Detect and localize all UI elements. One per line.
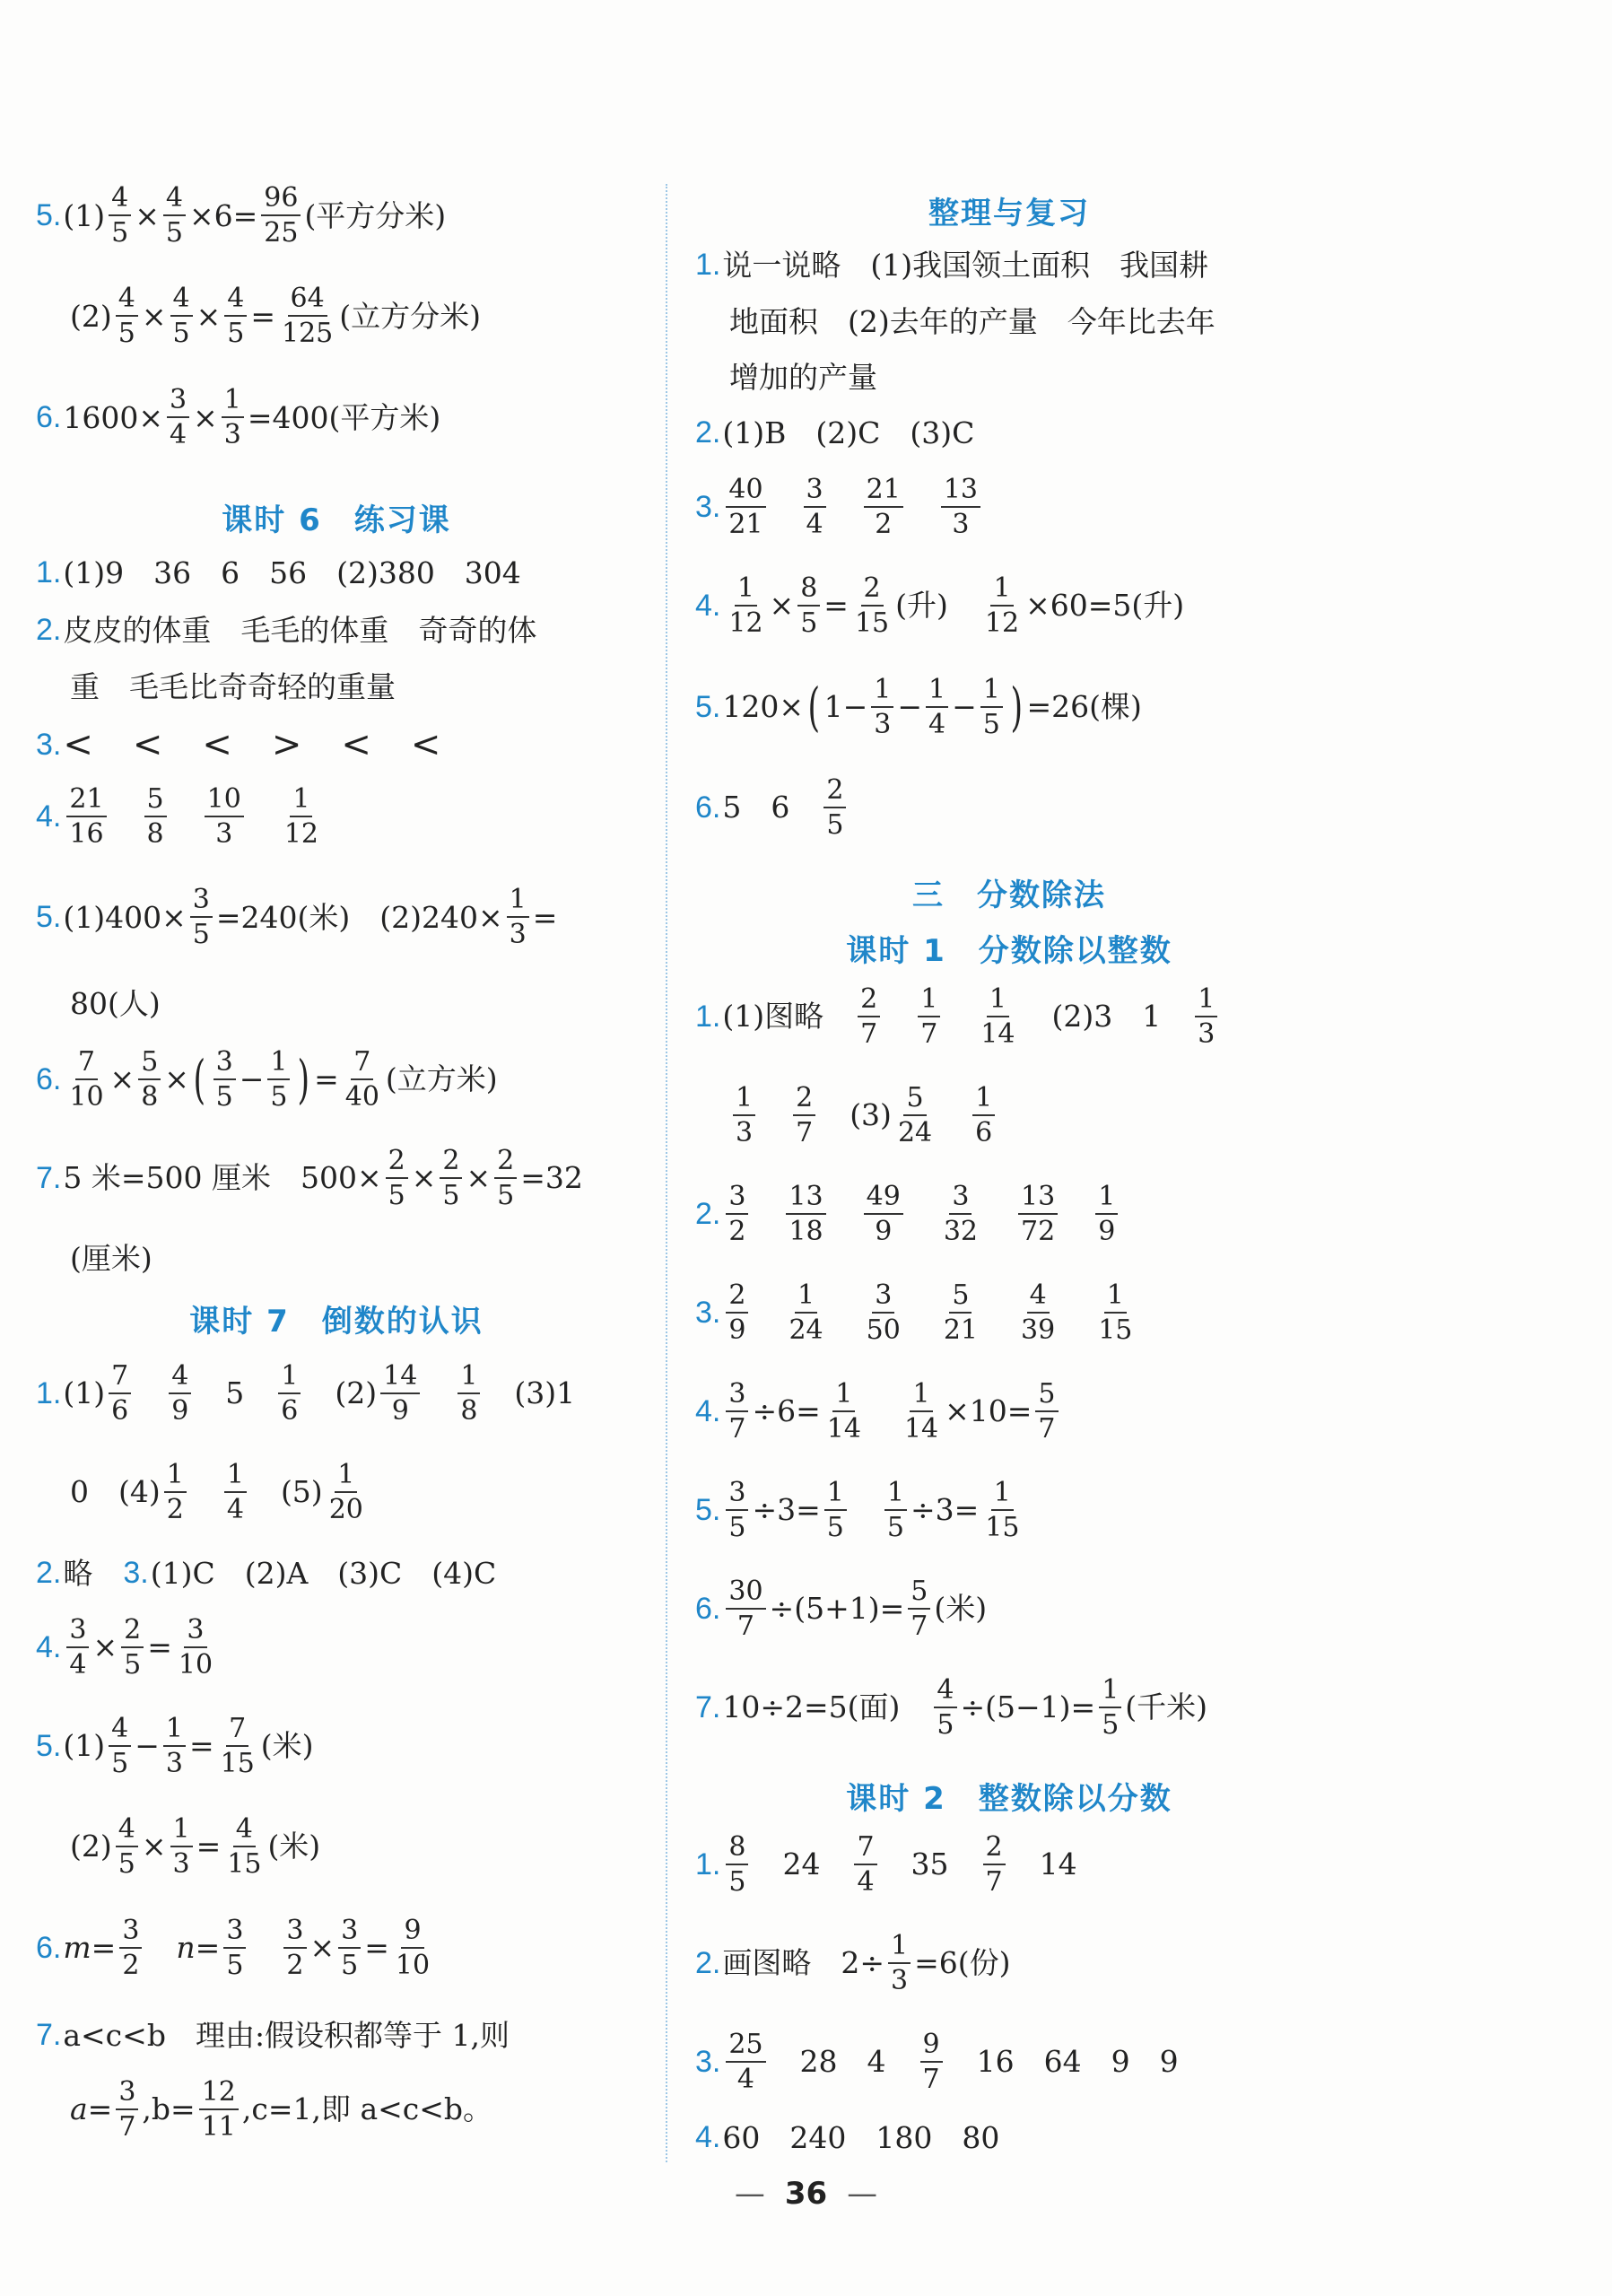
fraction: $\frac{1}{6}$	[278, 1361, 301, 1426]
item-number: 5.	[36, 198, 62, 232]
text: ×	[466, 1160, 492, 1195]
fraction: $\frac{10}{3}$	[205, 784, 244, 849]
fraction: $\frac{4}{5}$	[116, 284, 138, 348]
fraction: $\frac{2}{9}$	[726, 1280, 748, 1345]
fraction: $\frac{1}{7}$	[918, 984, 940, 1049]
review-6	[695, 764, 850, 850]
fraction: $\frac{3}{5}$	[726, 1478, 748, 1542]
fraction: $\frac{4}{39}$	[1021, 1279, 1056, 1346]
reciprocal-1	[36, 1350, 575, 1436]
text: 画图略 2÷	[722, 1945, 885, 1980]
text: (1)B (2)C (3)C	[722, 415, 975, 450]
fraction: $\frac{1}{14}$	[980, 982, 1015, 1050]
item-number: 2.	[36, 1556, 62, 1590]
text: 重 毛毛比奇奇轻的重量	[70, 668, 396, 704]
column-divider	[666, 184, 667, 2162]
text: −	[239, 1061, 265, 1096]
fraction: $\frac{4}{5}$	[109, 183, 131, 248]
reciprocal-6	[36, 1905, 436, 1990]
item-number: 5.	[36, 1728, 62, 1763]
item-number: 3.	[36, 728, 62, 762]
text: ×	[769, 588, 795, 623]
fraction: $\frac{1}{20}$	[328, 1458, 363, 1525]
text: (1)9 36 6 56 (2)380 304	[63, 554, 521, 590]
div-int-2	[695, 1171, 1121, 1256]
fraction: $\frac{4}{5}$	[116, 1814, 138, 1879]
int-div-4	[695, 2115, 999, 2160]
item-number: 3.	[695, 2044, 721, 2079]
text: 35	[911, 1846, 949, 1881]
practice-7-cont	[36, 1235, 152, 1280]
dash-left: —	[734, 2176, 765, 2212]
section-heading: 课时 7 倒数的认识	[189, 1304, 484, 1340]
text: (1)400×	[63, 899, 187, 935]
text: −	[897, 689, 923, 724]
text: 略	[63, 1555, 93, 1591]
item-number: 4.	[36, 799, 62, 834]
text: =	[823, 588, 849, 623]
item-number: 5.	[695, 689, 721, 724]
item-number: 6.	[36, 1930, 62, 1965]
fraction: $\frac{2}{5}$	[823, 775, 846, 840]
text: m=	[63, 1930, 117, 1965]
section-heading: 课时 2 整数除以分数	[846, 1781, 1172, 1817]
text: < < < > < <	[63, 724, 443, 765]
practice-2	[36, 607, 536, 652]
text: =	[314, 1061, 339, 1096]
fraction: $\frac{5}{21}$	[943, 1279, 979, 1346]
fraction: $\frac{3}{5}$	[213, 1047, 236, 1112]
text: (平方分米)	[304, 197, 447, 233]
fraction: $\frac{3}{2}$	[726, 1182, 748, 1246]
text: (1)	[63, 1375, 106, 1410]
text: (1)图略	[722, 999, 824, 1034]
text: 60 240 180 80	[722, 2119, 1000, 2155]
text: ÷(5+1)=	[769, 1591, 905, 1626]
fraction: $\frac{1}{12}$	[283, 783, 319, 850]
fraction: $\frac{3}{2}$	[119, 1916, 142, 1980]
text: =	[196, 1829, 222, 1864]
text: 28 4	[799, 2044, 886, 2079]
text: =400(平方米)	[247, 399, 441, 435]
item-number: 2.	[695, 1945, 721, 1980]
fraction: $\frac{1}{3}$	[163, 1714, 186, 1778]
review-1	[695, 242, 1208, 287]
text: 说一说略 (1)我国领土面积 我国耕	[722, 247, 1209, 283]
fraction: $\frac{9}{7}$	[920, 2030, 943, 2094]
text: ×	[92, 1629, 118, 1664]
item-number: 6.	[36, 1061, 62, 1096]
fraction: $\frac{1}{15}$	[985, 1476, 1020, 1543]
review-5	[695, 664, 1142, 749]
review-4	[695, 563, 1184, 648]
fraction: $\frac{1}{5}$	[884, 1478, 907, 1542]
item-number: 6.	[695, 1591, 721, 1626]
item-number: 7.	[36, 2018, 62, 2052]
practice-5	[36, 877, 557, 957]
fraction: $\frac{64}{125}$	[282, 283, 334, 349]
item-number: 4.	[695, 1393, 721, 1428]
fraction: $\frac{2}{7}$	[793, 1083, 815, 1148]
fraction: $\frac{1}{24}$	[789, 1279, 823, 1346]
item-number: 4.	[695, 588, 721, 623]
text: 80(人)	[70, 985, 161, 1021]
fraction: $\frac{3}{4}$	[804, 475, 826, 539]
answer-5-1	[36, 175, 446, 256]
fraction: $\frac{4}{15}$	[227, 1812, 262, 1880]
reciprocal-1-cont	[36, 1449, 370, 1534]
text: 5	[225, 1375, 245, 1410]
fraction: $\frac{1}{3}$	[733, 1083, 755, 1148]
text: =	[188, 1728, 214, 1763]
fraction: $\frac{14}{9}$	[380, 1361, 420, 1426]
text: ÷6=	[752, 1393, 821, 1428]
text: (米)	[260, 1728, 314, 1763]
fraction: $\frac{1}{3}$	[1195, 984, 1217, 1049]
fraction: $\frac{2}{5}$	[121, 1615, 144, 1680]
text: (5)	[280, 1474, 323, 1509]
fraction: $\frac{5}{8}$	[138, 1047, 161, 1112]
item-number: 1.	[36, 555, 62, 589]
fraction: $\frac{3}{5}$	[223, 1916, 246, 1980]
fraction: $\frac{4}{5}$	[109, 1714, 131, 1778]
fraction: $\frac{7}{6}$	[109, 1361, 131, 1426]
div-int-6	[695, 1566, 987, 1651]
fraction: $\frac{5}{7}$	[908, 1576, 930, 1641]
section-heading: 课时 1 分数除以整数	[846, 933, 1172, 969]
text: ×	[164, 1061, 189, 1096]
text: =240(米) (2)240×	[215, 899, 503, 935]
text: =32	[520, 1160, 583, 1195]
text: 增加的产量	[729, 359, 877, 395]
fraction: $\frac{96}{25}$	[261, 183, 301, 248]
reciprocal-7	[36, 2012, 510, 2057]
fraction: $\frac{30}{7}$	[726, 1576, 765, 1641]
practice-4	[36, 776, 325, 857]
reciprocal-5-2	[36, 1803, 320, 1889]
text: =	[250, 298, 275, 334]
div-int-1-cont	[695, 1072, 998, 1157]
item-number: 2.	[695, 1196, 721, 1231]
section-heading: 课时 6 练习课	[222, 502, 451, 538]
fraction: $\frac{8}{5}$	[797, 573, 820, 638]
fraction: $\frac{8}{5}$	[726, 1832, 748, 1897]
text: ×	[411, 1160, 437, 1195]
fraction: $\frac{3}{4}$	[167, 385, 189, 450]
fraction: $\frac{3}{4}$	[66, 1615, 89, 1680]
text: (立方米)	[385, 1061, 498, 1096]
text: −	[952, 689, 977, 724]
fraction: $\frac{4}{5}$	[163, 183, 186, 248]
fraction: $\frac{7}{40}$	[344, 1045, 379, 1113]
fraction: $\frac{4}{5}$	[224, 284, 247, 348]
fraction: $\frac{2}{7}$	[858, 984, 880, 1049]
fraction: $\frac{1}{4}$	[224, 1460, 247, 1524]
text: ×	[309, 1930, 335, 1965]
fraction: $\frac{1}{12}$	[728, 572, 763, 639]
fraction: $\frac{12}{11}$	[199, 2077, 239, 2142]
text: (1)	[63, 197, 106, 233]
div-int-4	[695, 1368, 1062, 1454]
fraction: $\frac{13}{72}$	[1018, 1182, 1058, 1246]
item-number: 1.	[36, 1375, 62, 1410]
fraction: $\frac{2}{7}$	[983, 1832, 1006, 1897]
fraction: $\frac{3}{7}$	[116, 2077, 138, 2142]
item-number: 3.	[695, 1295, 721, 1330]
practice-6	[36, 1036, 498, 1122]
item-number: 3.	[695, 489, 721, 524]
int-div-2	[695, 1920, 1011, 2005]
item-number: 6.	[36, 400, 62, 434]
text: ×	[193, 399, 218, 435]
section-heading: 整理与复习	[928, 196, 1090, 231]
text: (2)	[70, 1829, 112, 1864]
fraction: $\frac{21}{16}$	[66, 784, 106, 849]
text: ,b=	[142, 2091, 196, 2126]
text: 皮皮的体重 毛毛的体重 奇奇的体	[63, 612, 537, 648]
text: =	[364, 1930, 389, 1965]
item-number: 1.	[695, 248, 721, 282]
page-number-footer	[0, 2176, 1612, 2212]
fraction: $\frac{7}{10}$	[69, 1045, 104, 1113]
item-number: 2.	[695, 415, 721, 450]
div-int-3	[695, 1270, 1138, 1355]
fraction: $\frac{1}{15}$	[1098, 1279, 1133, 1346]
text: (米)	[267, 1829, 321, 1864]
fraction: $\frac{1}{2}$	[164, 1460, 187, 1524]
item-number: 6.	[695, 790, 721, 825]
fraction: $\frac{1}{8}$	[457, 1361, 480, 1426]
int-div-1	[695, 1821, 1077, 1907]
text: ,c=1,即 a<c<b。	[241, 2091, 493, 2126]
fraction: $\frac{5}{7}$	[1035, 1379, 1058, 1444]
text: ×10=	[945, 1393, 1033, 1428]
text: 地面积 (2)去年的产量 今年比去年	[729, 303, 1216, 339]
text: (2)	[70, 298, 112, 334]
fraction: $\frac{1}{3}$	[888, 1931, 911, 1995]
reciprocal-5-1	[36, 1703, 314, 1788]
practice-1	[36, 550, 521, 595]
reciprocal-4	[36, 1604, 219, 1689]
fraction: $\frac{1}{6}$	[972, 1083, 995, 1148]
text: ×	[109, 1061, 135, 1096]
fraction: $\frac{1}{12}$	[984, 572, 1020, 639]
fraction: $\frac{2}{15}$	[854, 572, 890, 639]
text: (厘米)	[70, 1240, 152, 1276]
text: −	[135, 1728, 160, 1763]
practice-2-cont	[36, 664, 396, 709]
fraction: $\frac{3}{50}$	[866, 1279, 901, 1346]
div-int-7	[695, 1664, 1207, 1750]
text: 1600×	[63, 399, 163, 435]
item-number: 2.	[36, 613, 62, 647]
text: (千米)	[1125, 1689, 1208, 1724]
right-paren: )	[1010, 676, 1024, 738]
item-number: 4.	[36, 1629, 62, 1664]
text: (立方分米)	[339, 298, 482, 334]
fraction: $\frac{4}{5}$	[934, 1675, 956, 1740]
text: 16 64 9 9	[976, 2044, 1179, 2079]
text: ÷(5−1)=	[960, 1689, 1096, 1724]
fraction: $\frac{2}{5}$	[494, 1146, 517, 1210]
text: ×60=5(升)	[1025, 588, 1185, 623]
review-2	[695, 410, 974, 455]
fraction: $\frac{25}{4}$	[726, 2030, 765, 2094]
answer-6	[36, 377, 440, 458]
fraction: $\frac{3}{5}$	[338, 1916, 361, 1980]
text: ÷3=	[910, 1492, 980, 1527]
fraction: $\frac{1}{14}$	[903, 1377, 939, 1445]
fraction: $\frac{49}{9}$	[864, 1182, 903, 1246]
text: a=	[70, 2091, 113, 2126]
text: a<c<b 理由:假设积都等于 1,则	[63, 2017, 510, 2053]
div-int-1	[695, 973, 1221, 1059]
text: 10÷2=5(面)	[722, 1689, 901, 1724]
practice-5-cont	[36, 981, 161, 1026]
text: 5 6	[722, 790, 790, 825]
text: ×	[141, 298, 167, 334]
chapter-heading: 三 分数除法	[912, 877, 1106, 913]
text: (米)	[934, 1591, 988, 1626]
item-number: 1.	[695, 999, 721, 1034]
reciprocal-7-cont	[36, 2066, 492, 2152]
item-number: 7.	[36, 1160, 62, 1195]
text: ×	[135, 197, 160, 233]
item-number: 7.	[695, 1689, 721, 1724]
fraction: $\frac{5}{8}$	[144, 784, 167, 849]
fraction: $\frac{3}{10}$	[178, 1613, 213, 1681]
text: 24	[782, 1846, 821, 1881]
item-number: 4.	[695, 2120, 721, 2154]
right-paren: )	[297, 1048, 310, 1110]
text: 14	[1039, 1846, 1077, 1881]
fraction: $\frac{1}{14}$	[826, 1377, 861, 1445]
review-3	[695, 464, 984, 549]
fraction: $\frac{5}{24}$	[897, 1081, 933, 1148]
fraction: $\frac{13}{3}$	[941, 475, 980, 539]
fraction: $\frac{4}{5}$	[170, 284, 193, 348]
fraction: $\frac{1}{3}$	[170, 1814, 193, 1879]
page-number: 36	[784, 2176, 828, 2212]
item-number: 5.	[695, 1492, 721, 1527]
practice-3	[36, 722, 442, 767]
fraction: $\frac{3}{7}$	[726, 1379, 748, 1444]
text: ×6=	[188, 197, 258, 233]
fraction: $\frac{40}{21}$	[726, 475, 765, 539]
text: (1)C (2)A (3)C (4)C	[150, 1555, 497, 1591]
text: ×	[196, 298, 222, 334]
text: 120×	[722, 689, 804, 724]
div-int-5	[695, 1467, 1025, 1552]
text: =	[532, 899, 558, 935]
item-number: 5.	[36, 900, 62, 934]
text: (3)1	[514, 1375, 576, 1410]
fraction: $\frac{1}{3}$	[871, 675, 893, 739]
text: (3)	[850, 1097, 892, 1132]
text: =	[147, 1629, 172, 1664]
fraction: $\frac{3}{5}$	[190, 885, 213, 949]
review-1-cont2	[695, 354, 877, 399]
text: 5 米=500 厘米 500×	[63, 1160, 382, 1195]
text: 0 (4)	[70, 1474, 161, 1509]
fraction: $\frac{2}{5}$	[386, 1146, 408, 1210]
item-number: 1.	[695, 1846, 721, 1881]
reciprocal-2-3	[36, 1550, 496, 1595]
text: =6(份)	[914, 1945, 1011, 1980]
fraction: $\frac{4}{9}$	[169, 1361, 191, 1426]
fraction: $\frac{9}{10}$	[395, 1914, 431, 1981]
int-div-3	[695, 2019, 1179, 2104]
dash-right: —	[847, 2176, 878, 2212]
text: (升)	[895, 588, 948, 623]
left-paren: (	[193, 1048, 206, 1110]
fraction: $\frac{7}{4}$	[854, 1832, 876, 1897]
fraction: $\frac{1}{5}$	[980, 675, 1003, 739]
text: (1)	[63, 1728, 106, 1763]
text: ×	[141, 1829, 167, 1864]
left-paren: (	[807, 676, 821, 738]
text: ÷3=	[752, 1492, 821, 1527]
fraction: $\frac{21}{2}$	[864, 475, 903, 539]
fraction: $\frac{3}{32}$	[943, 1180, 979, 1247]
fraction: $\frac{1}{9}$	[1095, 1182, 1118, 1246]
review-1-cont	[695, 299, 1216, 344]
text: 1−	[823, 689, 868, 724]
fraction: $\frac{7}{15}$	[220, 1712, 255, 1779]
fraction: $\frac{1}{5}$	[1099, 1675, 1121, 1740]
text: (2)	[335, 1375, 378, 1410]
text: (2)3 1	[1051, 999, 1162, 1034]
fraction: $\frac{1}{5}$	[824, 1478, 847, 1542]
fraction: $\frac{2}{5}$	[440, 1146, 462, 1210]
fraction: $\frac{3}{2}$	[283, 1916, 306, 1980]
fraction: $\frac{13}{18}$	[786, 1182, 825, 1246]
fraction: $\frac{1}{4}$	[926, 675, 948, 739]
fraction: $\frac{1}{5}$	[267, 1047, 290, 1112]
text: =26(棵)	[1026, 689, 1142, 724]
item-number: 3.	[123, 1556, 149, 1590]
fraction: $\frac{1}{3}$	[222, 385, 244, 450]
text: n=	[176, 1930, 221, 1965]
practice-7	[36, 1135, 583, 1220]
answer-5-2	[36, 275, 481, 356]
fraction: $\frac{1}{3}$	[507, 885, 529, 949]
